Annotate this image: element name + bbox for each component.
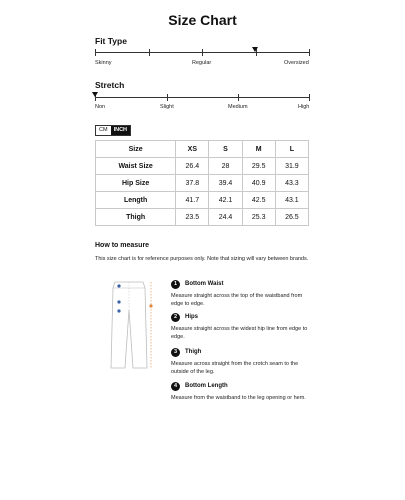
- stretch-label-non: Non: [95, 104, 106, 110]
- table-cell: 37.8: [176, 175, 209, 192]
- table-cell: 24.4: [209, 209, 242, 226]
- size-table: [95, 140, 309, 226]
- table-cell: 29.5: [242, 158, 275, 175]
- fit-label-oversized: Oversized: [284, 60, 309, 66]
- fit-type-marker: [252, 47, 258, 52]
- table-cell: 31.9: [275, 158, 308, 175]
- step-number: 3: [171, 348, 180, 357]
- hip-point: [117, 300, 120, 303]
- table-cell: 41.7: [176, 192, 209, 209]
- fit-type-heading: Fit Type: [95, 36, 127, 46]
- stretch-label-medium: Medium: [228, 104, 248, 110]
- row-label: Length: [96, 192, 176, 209]
- table-row: [96, 192, 309, 209]
- stretch-scale: [95, 92, 310, 102]
- fit-label-regular: Regular: [192, 60, 212, 66]
- step-number: 4: [171, 382, 180, 391]
- table-cell: 28: [209, 158, 242, 175]
- step-title: Thigh: [185, 349, 202, 355]
- step-number: 1: [171, 280, 180, 289]
- table-cell: 26.4: [176, 158, 209, 175]
- stretch-marker: [92, 92, 98, 97]
- stretch-label-slight: Slight: [160, 104, 174, 110]
- table-cell: 23.5: [176, 209, 209, 226]
- step-title: Hips: [185, 314, 199, 320]
- how-to-measure-intro: This size chart is for reference purposes only. Note that sizing will vary between brands.: [95, 256, 309, 262]
- step-description: Measure across straight from the crotch seam to the outside of the leg.: [171, 361, 299, 375]
- size-table-header-row: [96, 141, 309, 158]
- table-cell: 43.3: [275, 175, 308, 192]
- table-header: XS: [176, 141, 209, 158]
- step-description: Measure straight across the widest hip line from edge to edge.: [171, 326, 308, 340]
- table-row: [96, 209, 309, 226]
- table-cell: 26.5: [275, 209, 308, 226]
- table-row: [96, 158, 309, 175]
- pants-diagram: [107, 280, 155, 370]
- thigh-point: [117, 309, 120, 312]
- step-number: 2: [171, 313, 180, 322]
- table-header: S: [209, 141, 242, 158]
- table-header: L: [275, 141, 308, 158]
- stretch-heading: Stretch: [95, 80, 125, 90]
- table-row: [96, 175, 309, 192]
- unit-cm-button[interactable]: CM: [99, 127, 108, 133]
- fit-label-skinny: Skinny: [95, 60, 112, 66]
- row-label: Waist Size: [96, 158, 176, 175]
- unit-inch-button[interactable]: INCH: [111, 126, 130, 135]
- page-title: Size Chart: [168, 12, 237, 28]
- how-to-measure-heading: How to measure: [95, 242, 150, 249]
- step-title: Bottom Waist: [185, 281, 224, 287]
- table-cell: 40.9: [242, 175, 275, 192]
- step-title: Bottom Length: [185, 383, 228, 389]
- step-description: Measure from the waistband to the leg opening or hem.: [171, 395, 306, 401]
- waist-point: [117, 284, 120, 287]
- table-cell: 39.4: [209, 175, 242, 192]
- table-cell: 42.1: [209, 192, 242, 209]
- table-cell: 42.5: [242, 192, 275, 209]
- step-description: Measure straight across the top of the waistband from edge to edge.: [171, 293, 303, 307]
- table-header: Size: [96, 141, 176, 158]
- row-label: Hip Size: [96, 175, 176, 192]
- table-cell: 25.3: [242, 209, 275, 226]
- table-cell: 43.1: [275, 192, 308, 209]
- unit-toggle: [95, 125, 131, 136]
- row-label: Thigh: [96, 209, 176, 226]
- stretch-label-high: High: [298, 104, 310, 110]
- length-point: [149, 304, 152, 307]
- fit-type-scale: [95, 47, 310, 57]
- table-header: M: [242, 141, 275, 158]
